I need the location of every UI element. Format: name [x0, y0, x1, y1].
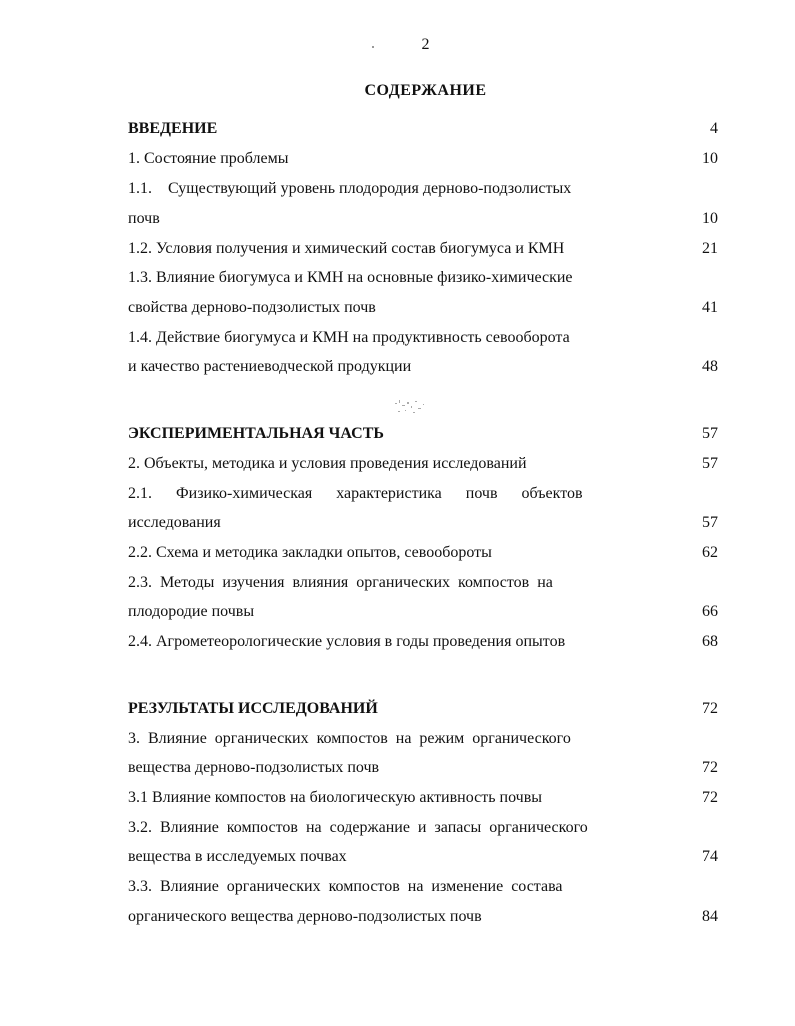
- section-heading-results: РЕЗУЛЬТАТЫ ИССЛЕДОВАНИЙ: [128, 700, 378, 717]
- toc-entry-line: 2.4. Агрометеорологические условия в годы проведения опытов: [128, 633, 566, 650]
- toc-entry-line: 2.1. Физико-химическая характеристика почв объектов: [128, 485, 583, 502]
- toc-entry-line: 3.3. Влияние органических компостов на изменение состава: [128, 878, 563, 895]
- toc-entry-line: 2.3. Методы изучения влияния органических компостов на: [128, 574, 553, 591]
- toc-entry-line: почв: [128, 210, 160, 227]
- toc-entry-line: 3. Влияние органических компостов на режим органического: [128, 730, 571, 747]
- toc-entry-page: 10: [702, 150, 718, 167]
- page-title: СОДЕРЖАНИЕ: [364, 82, 487, 99]
- section-heading-page: 72: [702, 700, 718, 717]
- toc-entry-page: 21: [702, 240, 718, 257]
- toc-entry-line: 1.4. Действие биогумуса и КМН на продуктивность севооборота: [128, 329, 570, 346]
- toc-entry-line: 3.1 Влияние компостов на биологическую активность почвы: [128, 789, 543, 806]
- toc-entry-line: 2. Объекты, методика и условия проведения исследований: [128, 455, 527, 472]
- toc-entry-page: 68: [702, 633, 718, 650]
- toc-entry-page: 57: [702, 514, 718, 531]
- toc-entry-line: органического вещества дерново-подзолистых почв: [128, 908, 482, 925]
- toc-entry-page: 57: [702, 455, 718, 472]
- toc-entry-line: 1. Состояние проблемы: [128, 150, 289, 167]
- section-heading-page: 4: [710, 120, 718, 137]
- toc-entry-line: 3.2. Влияние компостов на содержание и запасы органического: [128, 819, 588, 836]
- toc-entry-line: 2.2. Схема и методика закладки опытов, севообороты: [128, 544, 492, 561]
- toc-entry-page: 72: [702, 789, 718, 806]
- section-heading-experimental: ЭКСПЕРИМЕНТАЛЬНАЯ ЧАСТЬ: [128, 425, 384, 442]
- toc-entry-line: исследования: [128, 514, 221, 531]
- toc-entry-line: и качество растениеводческой продукции: [128, 358, 412, 375]
- toc-entry-line: 1.3. Влияние биогумуса и КМН на основные физико-химические: [128, 269, 573, 286]
- page-number: 2: [421, 36, 430, 53]
- toc-entry-line: плодородие почвы: [128, 603, 255, 620]
- toc-entry-page: 41: [702, 299, 718, 316]
- toc-entry-line: 1.1. Существующий уровень плодородия дерново-подзолистых: [128, 180, 572, 197]
- toc-entry-line: свойства дерново-подзолистых почв: [128, 299, 376, 316]
- toc-entry-page: 74: [702, 848, 718, 865]
- toc-entry-line: 1.2. Условия получения и химический состав биогумуса и КМН: [128, 240, 565, 257]
- toc-entry-line: вещества дерново-подзолистых почв: [128, 759, 380, 776]
- toc-entry-page: 72: [702, 759, 718, 776]
- section-heading-page: 57: [702, 425, 718, 442]
- toc-entry-page: 10: [702, 210, 718, 227]
- scan-artifact: [393, 397, 433, 421]
- toc-entry-page: 66: [702, 603, 718, 620]
- toc-entry-page: 48: [702, 358, 718, 375]
- toc-entry-page: 62: [702, 544, 718, 561]
- toc-entry-page: 84: [702, 908, 718, 925]
- section-heading-introduction: ВВЕДЕНИЕ: [128, 120, 218, 137]
- toc-entry-line: вещества в исследуемых почвах: [128, 848, 347, 865]
